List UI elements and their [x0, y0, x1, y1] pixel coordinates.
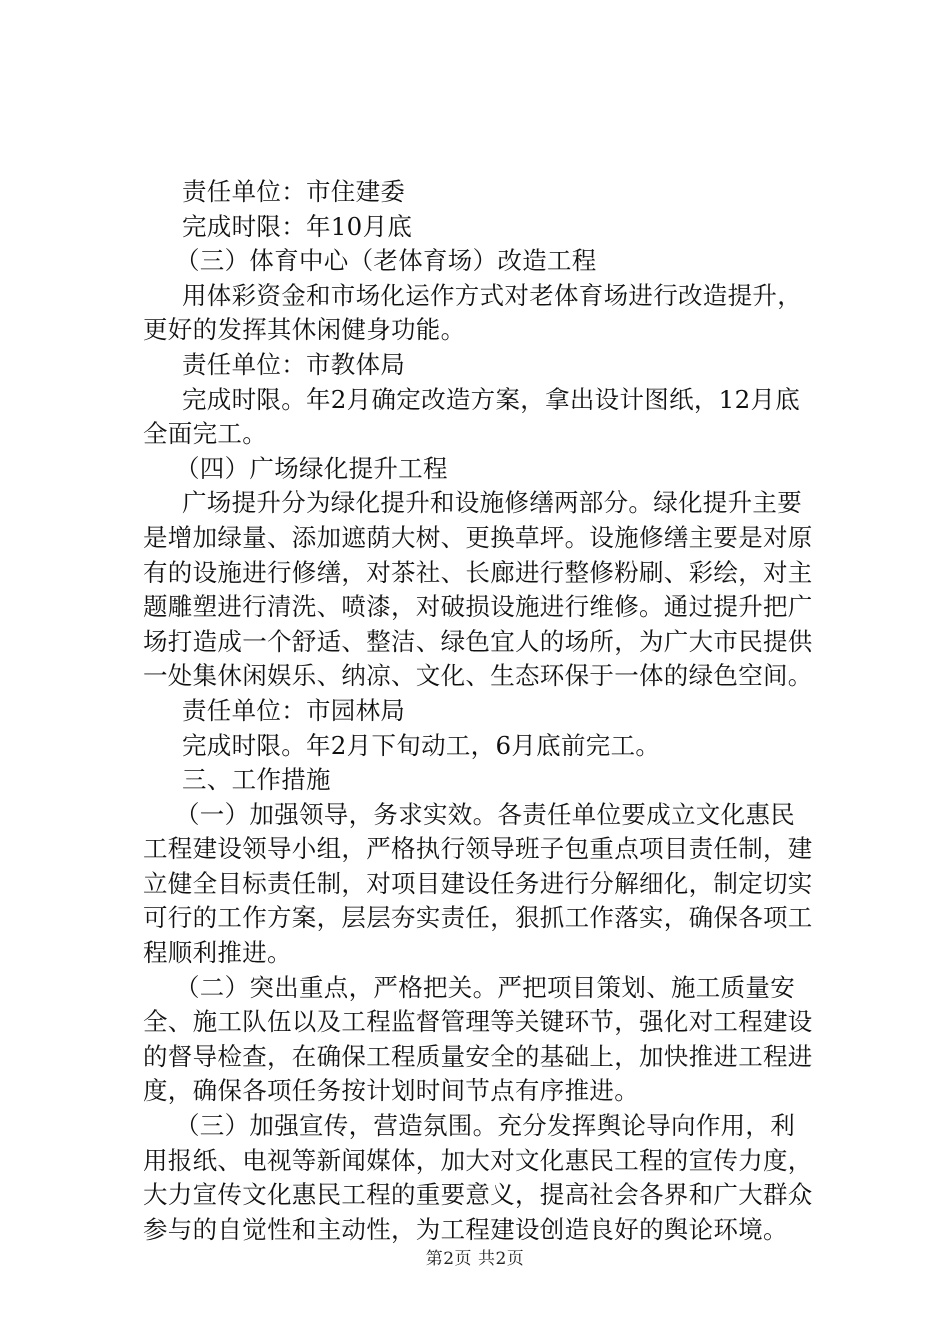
- text-line: 完成时限。年2月确定改造方案，拿出设计图纸，12月底: [182, 384, 801, 414]
- text-line: 参与的自觉性和主动性，为工程建设创造良好的舆论环境。: [143, 1214, 788, 1244]
- text-line: 度，确保各项任务按计划时间节点有序推进。: [143, 1076, 639, 1106]
- text-line: 大力宣传文化惠民工程的重要意义，提高社会各界和广大群众: [143, 1180, 813, 1210]
- text-line: 责任单位：市住建委: [182, 177, 406, 206]
- text-line: 全面完工。: [143, 419, 267, 449]
- text-line: （三）加强宣传，营造氛围。充分发挥舆论导向作用，利: [175, 1111, 795, 1141]
- text-line: 立健全目标责任制，对项目建设任务进行分解细化，制定切实: [143, 868, 813, 898]
- page-footer: 第2页 共2页: [425, 1249, 525, 1269]
- document-body: [143, 175, 833, 1247]
- text-line: 用体彩资金和市场化运作方式对老体育场进行改造提升，: [182, 280, 802, 310]
- text-line: （二）突出重点，严格把关。严把项目策划、施工质量安: [175, 972, 795, 1002]
- text-line: 场打造成一个舒适、整洁、绿色宜人的场所，为广大市民提供: [143, 626, 813, 656]
- text-line: 全、施工队伍以及工程监督管理等关键环节，强化对工程建设: [143, 1007, 813, 1037]
- text-line: 广场提升分为绿化提升和设施修缮两部分。绿化提升主要: [182, 488, 802, 518]
- text-line: 是增加绿量、添加遮荫大树、更换草坪。设施修缮主要是对原: [143, 522, 813, 552]
- text-line: 用报纸、电视等新闻媒体，加大对文化惠民工程的宣传力度，: [143, 1145, 813, 1175]
- text-line: （一）加强领导，务求实效。各责任单位要成立文化惠民: [175, 799, 795, 829]
- text-line: 责任单位：市教体局: [182, 349, 406, 379]
- section-heading: （四）广场绿化提升工程: [175, 453, 448, 483]
- section-heading: 三、工作措施: [182, 765, 331, 795]
- text-line: 责任单位：市园林局: [182, 695, 406, 725]
- text-line: 完成时限：年10月底: [182, 211, 413, 241]
- text-line: 的督导检查，在确保工程质量安全的基础上，加快推进工程进: [143, 1041, 813, 1071]
- text-line: 有的设施进行修缮，对茶社、长廊进行整修粉刷、彩绘，对主: [143, 557, 813, 587]
- text-line: 可行的工作方案，层层夯实责任，狠抓工作落实，确保各项工: [143, 903, 813, 933]
- section-heading: （三）体育中心（老体育场）改造工程: [175, 246, 597, 276]
- text-line: 工程建设领导小组，严格执行领导班子包重点项目责任制，建: [143, 834, 813, 864]
- text-line: 更好的发挥其休闲健身功能。: [143, 315, 466, 345]
- text-line: 一处集休闲娱乐、纳凉、文化、生态环保于一体的绿色空间。: [143, 661, 813, 691]
- text-line: 程顺利推进。: [143, 938, 292, 968]
- text-line: 完成时限。年2月下旬动工，6月底前完工。: [182, 730, 661, 760]
- text-line: 题雕塑进行清洗、喷漆，对破损设施进行维修。通过提升把广: [143, 592, 813, 622]
